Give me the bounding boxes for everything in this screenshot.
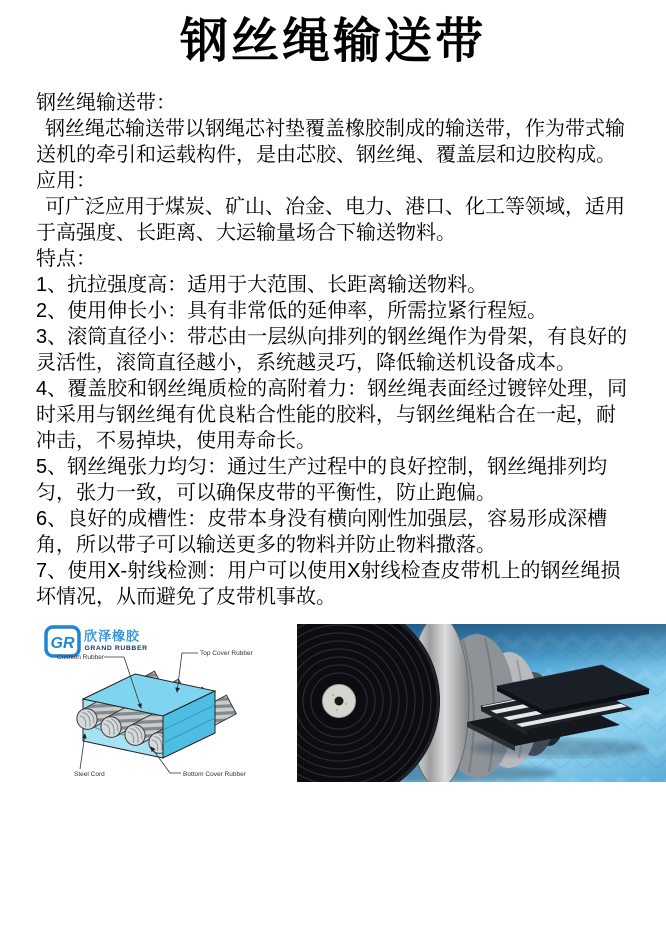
grand-rubber-logo [46, 627, 148, 656]
belt-structure-diagram-image [30, 624, 290, 787]
application-paragraph: 可广泛应用于煤炭、矿山、冶金、电力、港口、化工等领域，适用于高强度、长距离、大运输量场合下输送物料。 [36, 196, 625, 244]
feature-item: 4、覆盖胶和钢丝绳质检的高附着力：钢丝绳表面经过镀锌处理，同时采用与钢丝绳有优良粘合性能的胶料，与钢丝绳粘合在一起，耐冲击，不易掉块，使用寿命长。 [36, 378, 628, 452]
document-body [0, 90, 666, 610]
feature-item: 5、钢丝绳张力均匀：通过生产过程中的良好控制，钢丝绳排列均匀，张力一致，可以确保皮带的平衡性，防止跑偏。 [36, 456, 608, 504]
product-images-row [30, 624, 666, 787]
feature-item: 1、抗拉强度高：适用于大范围、长距离输送物料。 [36, 274, 488, 296]
feature-item: 7、使用X-射线检测：用户可以使用X射线检查皮带机上的钢丝绳损坏情况，从而避免了皮带机事故。 [36, 560, 621, 608]
intro-label: 钢丝绳输送带： [36, 92, 176, 114]
roll-hub [323, 685, 356, 718]
feature-item: 3、滚筒直径小：带芯由一层纵向排列的钢丝绳作为骨架，有良好的灵活性，滚筒直径越小，系统越灵巧，降低输送机设备成本。 [36, 326, 628, 374]
cushion-rubber-label: Cushion Rubber [57, 654, 104, 661]
top-cover-rubber-label: Top Cover Rubber [200, 650, 253, 657]
intro-paragraph: 钢丝绳芯输送带以钢绳芯衬垫覆盖橡胶制成的输送带，作为带式输送机的牵引和运载构件，是由芯胶、钢丝绳、覆盖层和边胶构成。 [36, 118, 625, 166]
steel-cord-label: Steel Cord [74, 771, 105, 778]
logo-english-name: GRAND RUBBER [84, 645, 148, 652]
feature-item: 2、使用伸长小：具有非常低的延伸率，所需拉紧行程短。 [36, 300, 548, 322]
feature-item: 6、良好的成槽性：皮带本身没有横向刚性加强层，容易形成深槽角，所以带子可以输送更多的物料并防止物料撒落。 [36, 508, 608, 556]
page-title: 钢丝绳输送带 [179, 15, 486, 68]
logo-chinese-name: 欣泽橡胶 [84, 628, 141, 644]
bottom-cover-rubber-label: Bottom Cover Rubber [183, 771, 246, 778]
logo-monogram: GR [50, 635, 75, 652]
features-list [36, 272, 632, 610]
application-label: 应用： [36, 170, 96, 192]
conveyor-belt-photo-image [297, 624, 666, 782]
features-label: 特点： [36, 248, 96, 270]
